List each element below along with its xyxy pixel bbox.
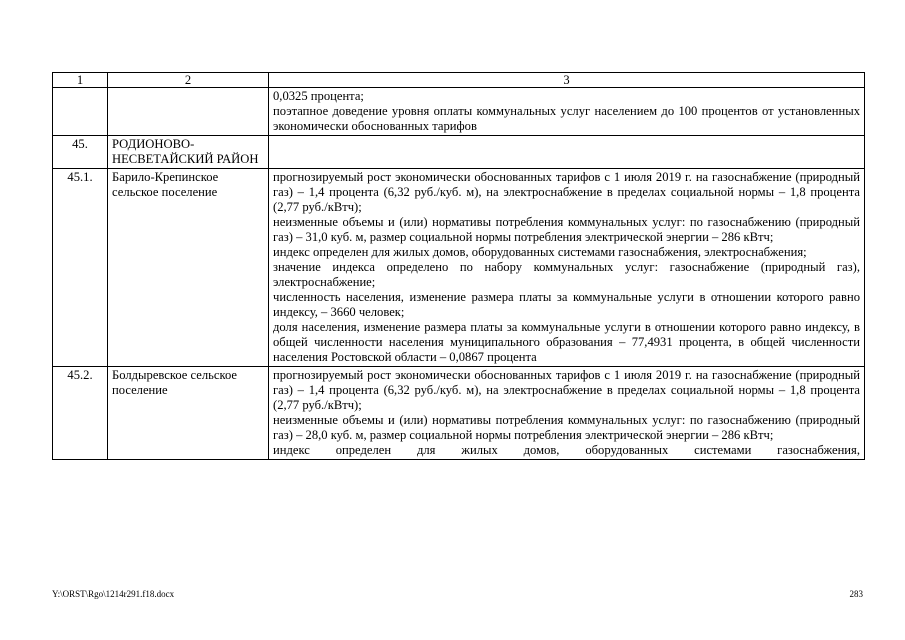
row-number (53, 88, 108, 136)
table-header-row (53, 73, 865, 88)
table-row-settlement (53, 367, 865, 460)
row-content (269, 88, 865, 136)
content-paragraph: прогнозируемый рост экономически обоснованных тарифов с 1 июля 2019 г. на газоснабжение (природный газ) – 1,4 процента (6,32 руб./куб. м), на электроснабжение в пределах социальной нормы – 1,8 процента (2,77 руб./кВтч); (273, 368, 860, 412)
row-number: 45. (53, 136, 108, 169)
content-paragraph: прогнозируемый рост экономически обоснованных тарифов с 1 июля 2019 г. на газоснабжение (природный газ) – 1,4 процента (6,32 руб./куб. м), на электроснабжение в пределах социальной нормы – 1,8 процента (2,77 руб./кВтч); (273, 170, 860, 214)
table-row-continuation (53, 88, 865, 136)
content-paragraph: неизменные объемы и (или) нормативы потребления коммунальных услуг: по газоснабжению (природный газ) – 31,0 куб. м, размер социальной нормы потребления электрической энергии – 286 кВтч; (273, 215, 860, 244)
footer-file-path: Y:\ORST\Rgo\1214r291.f18.docx (52, 589, 175, 599)
row-number: 45.1. (53, 169, 108, 367)
header-col-3: 3 (269, 73, 865, 88)
content-paragraph: неизменные объемы и (или) нормативы потребления коммунальных услуг: по газоснабжению (природный газ) – 28,0 куб. м, размер социальной нормы потребления электрической энергии – 286 кВтч; (273, 413, 860, 442)
header-col-2: 2 (108, 73, 269, 88)
table-row-region (53, 136, 865, 169)
table-row-settlement (53, 169, 865, 367)
content-paragraph: значение индекса определено по набору коммунальных услуг: газоснабжение (природный газ), электроснабжение; (273, 260, 860, 289)
content-paragraph: поэтапное доведение уровня оплаты коммунальных услуг населением до 100 процентов от установленных экономически обоснованных тарифов (273, 104, 860, 133)
row-content (269, 169, 865, 367)
row-content (269, 367, 865, 460)
region-name: РОДИОНОВО-НЕСВЕТАЙСКИЙ РАЙОН (108, 136, 269, 169)
content-paragraph: индекс определен для жилых домов, оборудованных системами газоснабжения, (273, 443, 860, 457)
content-paragraph: численность населения, изменение размера платы за коммунальные услуги в отношении которого равно индексу, – 3660 человек; (273, 290, 860, 319)
header-col-1: 1 (53, 73, 108, 88)
row-name (108, 88, 269, 136)
content-paragraph: индекс определен для жилых домов, оборудованных системами газоснабжения, электроснабжения; (273, 245, 807, 259)
content-paragraph: доля населения, изменение размера платы за коммунальные услуги в отношении которого равно индексу, в общей численности населения муниципального образования – 77,4931 процента, в общей численности населения Ростовской области – 0,0867 процента (273, 320, 860, 364)
content-paragraph: 0,0325 процента; (273, 89, 364, 103)
row-content (269, 136, 865, 169)
settlement-name: Болдыревское сельское поселение (108, 367, 269, 460)
tariff-index-table (52, 72, 865, 460)
settlement-name: Барило-Крепинское сельское поселение (108, 169, 269, 367)
row-number: 45.2. (53, 367, 108, 460)
footer-page-number: 283 (849, 589, 863, 599)
